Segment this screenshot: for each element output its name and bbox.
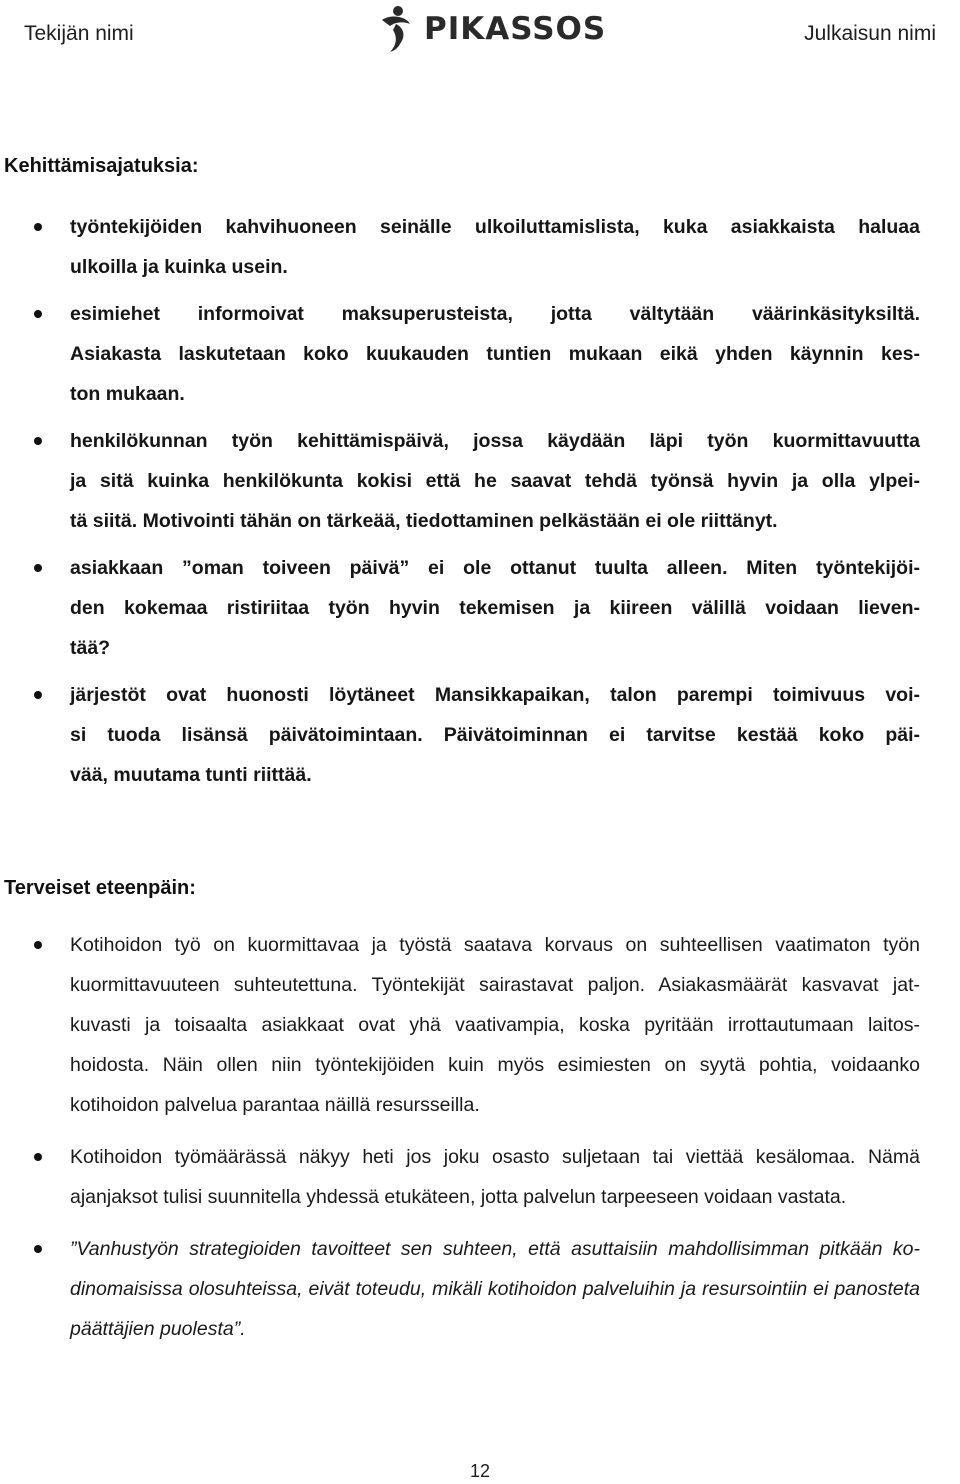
text-line: kotihoidon palvelua parantaa näillä resursseilla. (70, 1094, 480, 1116)
text-line: ja sitä kuinka henkilökunta kokisi että he saavat tehdä työnsä hyvin ja olla ylpei- (70, 470, 920, 492)
list-item (0, 207, 960, 287)
text-line: järjestöt ovat huonosti löytäneet Mansikkapaikan, talon parempi toimivuus voi- (70, 684, 920, 706)
text-line: Asiakasta laskutetaan koko kuukauden tuntien mukaan eikä yhden käynnin kes- (70, 343, 920, 365)
text-line: työntekijöiden kahvihuoneen seinälle ulkoiluttamislista, kuka asiakkaista haluaa (70, 216, 920, 238)
bullet-icon (34, 564, 42, 572)
list-item (0, 548, 960, 668)
section-heading-development-ideas: Kehittämisajatuksia: (4, 155, 199, 177)
list-item (0, 421, 960, 541)
spacer (0, 541, 960, 548)
logo-text: PIKASSOS (424, 11, 607, 47)
development-ideas-list (0, 207, 960, 795)
text-line: kuormittavuuteen suhteutettuna. Työntekijät sairastavat paljon. Asiakasmäärät kasvavat jat- (70, 974, 920, 996)
list-item (0, 925, 960, 1125)
spacer (0, 1125, 960, 1137)
text-line: si tuoda lisänsä päivätoimintaan. Päivätoiminnan ei tarvitse kestää koko päi- (70, 724, 920, 746)
page-header (0, 0, 960, 76)
text-line: hoidosta. Näin ollen niin työntekijöiden kuin myös esimiesten on syytä pohtia, voidaanko (70, 1054, 920, 1076)
author-name-label: Tekijän nimi (24, 22, 134, 45)
quote-list-item (0, 1229, 960, 1349)
bullet-icon (34, 310, 42, 318)
text-line: kuvasti ja toisaalta asiakkaat ovat yhä vaativampia, koska pyritään irrottautumaan laitos- (70, 1014, 920, 1036)
greetings-forward-list (0, 925, 960, 1349)
pikassos-logo (376, 3, 606, 55)
list-item (0, 675, 960, 795)
spacer (0, 668, 960, 675)
text-line: den kokemaa ristiriitaa työn hyvin tekemisen ja kiireen välillä voidaan lieven- (70, 597, 920, 619)
spacer (0, 287, 960, 294)
text-line: ulkoilla ja kuinka usein. (70, 256, 288, 278)
text-line: ton mukaan. (70, 383, 185, 405)
text-line: henkilökunnan työn kehittämispäivä, jossa käydään läpi työn kuormittavuutta (70, 430, 920, 452)
text-line: tää? (70, 637, 111, 659)
bullet-icon (34, 1153, 42, 1161)
text-line: vää, muutama tunti riittää. (70, 764, 312, 786)
text-line: ”Vanhustyön strategioiden tavoitteet sen suhteen, että asuttaisiin mahdollisimman pitkään ko- (70, 1238, 920, 1260)
bullet-icon (34, 437, 42, 445)
bullet-icon (34, 691, 42, 699)
text-line: Kotihoidon työmäärässä näkyy heti jos joku osasto suljetaan tai viettää kesälomaa. Nämä (70, 1146, 920, 1168)
bullet-icon (34, 941, 42, 949)
spacer (0, 414, 960, 421)
text-line: tä siitä. Motivointi tähän on tärkeää, tiedottaminen pelkästään ei ole riittänyt. (70, 510, 778, 532)
spacer (0, 1217, 960, 1229)
text-line: päättäjien puolesta”. (70, 1318, 246, 1340)
text-line: asiakkaan ”oman toiveen päivä” ei ole ottanut tuulta alleen. Miten työntekijöi- (70, 557, 920, 579)
list-item (0, 294, 960, 414)
text-line: dinomaisissa olosuhteissa, eivät toteudu, mikäli kotihoidon palveluihin ja resursointiin ei panosteta (70, 1278, 920, 1300)
bullet-icon (34, 223, 42, 231)
bullet-icon (34, 1245, 42, 1253)
section-heading-greetings-forward: Terveiset eteenpäin: (4, 877, 196, 899)
pikassos-logo-icon (376, 4, 418, 54)
publication-name-label: Julkaisun nimi (804, 22, 936, 45)
text-line: Kotihoidon työ on kuormittavaa ja työstä saatava korvaus on suhteellisen vaatimaton työn (70, 934, 920, 956)
page-number: 12 (469, 1461, 491, 1481)
text-line: esimiehet informoivat maksuperusteista, jotta vältytään väärinkäsityksiltä. (70, 303, 920, 325)
text-line: ajanjaksot tulisi suunnitella yhdessä etukäteen, jotta palvelun tarpeeseen voidaan vastata. (70, 1186, 847, 1208)
list-item (0, 1137, 960, 1217)
